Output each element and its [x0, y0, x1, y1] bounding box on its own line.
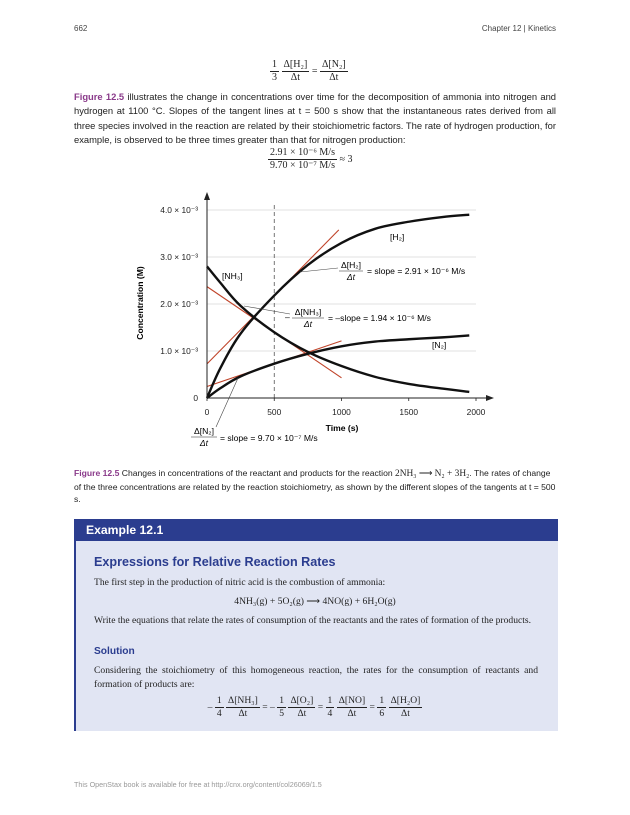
- h2-fraction: [282, 60, 310, 83]
- rate-term3-num: Δ[NO]: [338, 695, 366, 706]
- n2-annotation-slope: = slope = 9.70 × 10⁻⁷ M/s: [220, 433, 318, 443]
- h2-den: Δt: [290, 72, 301, 83]
- x-axis-arrow: [486, 395, 494, 401]
- rate-eq3: =: [369, 701, 375, 713]
- rate-term1-den: Δt: [238, 707, 248, 719]
- h2-annotation-slope: = slope = 2.91 × 10⁻⁶ M/s: [367, 266, 466, 276]
- equals-sign: =: [311, 65, 318, 77]
- nh3-annotation-slope: = –slope = 1.94 × 10⁻⁶ M/s: [328, 313, 431, 323]
- rate-term2-coef-num: 1: [279, 695, 285, 706]
- rate-term4-den: Δt: [401, 707, 410, 719]
- rate-term2-num: Δ[O₂]: [290, 695, 314, 706]
- x-tick-label: 500: [267, 407, 282, 417]
- equation-ratio: [268, 148, 352, 171]
- chapter-header: Chapter 12 | Kinetics: [481, 24, 556, 33]
- rate-term1-coef: [215, 696, 224, 718]
- example-question: Write the equations that relate the rates of consumption of the reactants and the rates of formation of the products.: [94, 615, 532, 626]
- solution-text: Considering the stoichiometry of this homogeneous reaction, the rates for the consumption of reactants and formation of products are:: [94, 665, 538, 690]
- ratio-den: 9.70 × 10⁻⁷ M/s: [270, 160, 335, 171]
- caption-reaction: 2NH₃ ⟶ N₂ + 3H₂: [395, 469, 470, 479]
- y-tick-label: 0: [193, 393, 198, 403]
- coef-num: 1: [272, 59, 277, 70]
- rate-term2-den: Δt: [297, 707, 307, 719]
- rate-equation: [0, 696, 630, 718]
- rate-eq1: = –: [262, 701, 275, 713]
- series-label-h2: [H₂]: [390, 232, 405, 242]
- example-header: Example 12.1: [74, 519, 558, 541]
- ratio-fraction: [268, 148, 337, 171]
- n2-annotation-leader: [216, 378, 238, 427]
- coef-den: 3: [272, 72, 277, 83]
- intro-text: illustrates the change in concentrations over time for the decomposition of ammonia into nitrogen and hydrogen at 1100 °C. Slopes of the tangent lines at t = 500 s show that the instantaneous rates derived from all three species involved in the reaction are related by their stoichiometric factors. The rate of hydrogen production, for example, is observed to be three times greater than that for nitrogen production:: [74, 91, 556, 146]
- rate-term1-coef-num: 1: [216, 695, 222, 706]
- rate-eq2: =: [317, 701, 324, 713]
- x-tick-label: 0: [204, 407, 210, 417]
- series-label-nh3: [NH₃]: [222, 271, 243, 281]
- x-tick-label: 1000: [332, 407, 351, 417]
- caption-text-after: . The rates of change of the three concentrations are related by the reaction stoichiometry, as shown by the different slopes of the tangents at t = 500 s.: [74, 468, 556, 505]
- series-label-n2: [N₂]: [432, 340, 447, 350]
- rate-term1-num: Δ[NH₃]: [228, 695, 258, 706]
- footer-text: This OpenStax book is available for free at http://cnx.org/content/col26069/1.5: [74, 780, 322, 789]
- h2-annotation-den: Δt: [346, 272, 356, 282]
- equation-h2-n2: [270, 60, 348, 83]
- rate-term4: [389, 696, 423, 718]
- example-reaction: 4NH₃(g) + 5O₂(g) ⟶ 4NO(g) + 6H₂O(g): [234, 596, 396, 607]
- nh3-annotation-leader: [244, 306, 290, 314]
- n2-annotation-num: Δ[N₂]: [193, 426, 215, 436]
- n2-annotation-den: Δt: [199, 438, 209, 448]
- h2-num: Δ[H₂]: [283, 59, 308, 70]
- y-tick-label: 3.0 × 10⁻³: [160, 252, 198, 262]
- figure-caption: [74, 467, 556, 506]
- y-tick-label: 4.0 × 10⁻³: [160, 205, 198, 215]
- ratio-num: 2.91 × 10⁻⁶ M/s: [270, 147, 335, 158]
- rate-term3-coef-den: 4: [327, 707, 333, 719]
- concentration-chart: [0, 180, 630, 460]
- h2-annotation-leader: [300, 268, 338, 272]
- rate-term3-coef-num: 1: [327, 695, 333, 706]
- nh3-annotation-den: Δt: [303, 319, 313, 329]
- rate-term1: [226, 696, 260, 718]
- n2-fraction: [320, 60, 348, 83]
- rate-term4-coef: [377, 696, 386, 718]
- h2-annotation-num: Δ[H₂]: [340, 260, 362, 270]
- axis-layer: [160, 192, 494, 417]
- series-curve: [207, 335, 469, 398]
- rate-term3: [337, 696, 367, 718]
- page-number: 662: [74, 24, 88, 33]
- ratio-approx: ≈ 3: [339, 153, 353, 165]
- rate-term2: [288, 696, 315, 718]
- figure-reference-link[interactable]: Figure 12.5: [74, 91, 125, 102]
- rate-term2-coef-den: 5: [279, 707, 285, 719]
- example-title: Expressions for Relative Reaction Rates: [94, 555, 336, 569]
- nh3-annotation-minus: –: [285, 312, 290, 322]
- y-tick-label: 2.0 × 10⁻³: [160, 299, 198, 309]
- caption-text-before: Changes in concentrations of the reactant and products for the reaction: [119, 468, 396, 478]
- x-tick-label: 2000: [466, 407, 486, 417]
- x-tick-label: 1500: [399, 407, 419, 417]
- rate-term1-sign: –: [207, 701, 213, 713]
- y-axis-arrow: [204, 192, 210, 200]
- rate-term1-coef-den: 4: [216, 707, 222, 719]
- n2-num: Δ[N₂]: [321, 59, 346, 70]
- x-axis-title: Time (s): [325, 423, 359, 433]
- n2-den: Δt: [329, 72, 339, 83]
- rate-term4-num: Δ[H₂O]: [390, 695, 421, 706]
- solution-label: Solution: [94, 646, 135, 657]
- y-tick-label: 1.0 × 10⁻³: [160, 346, 198, 356]
- rate-term2-coef: [277, 696, 286, 718]
- rate-term4-coef-num: 1: [379, 695, 385, 706]
- intro-paragraph: [74, 90, 556, 148]
- nh3-annotation-num: Δ[NH₃]: [294, 307, 322, 317]
- example-intro: The first step in the production of nitric acid is the combustion of ammonia:: [94, 577, 386, 588]
- rate-term3-coef: [326, 696, 335, 718]
- coef-fraction: [270, 60, 279, 83]
- rate-term4-coef-den: 6: [379, 707, 385, 719]
- grid-layer: [207, 205, 476, 398]
- rate-term3-den: Δt: [347, 707, 357, 719]
- y-axis-title: Concentration (M): [135, 266, 145, 340]
- caption-label: Figure 12.5: [74, 468, 120, 478]
